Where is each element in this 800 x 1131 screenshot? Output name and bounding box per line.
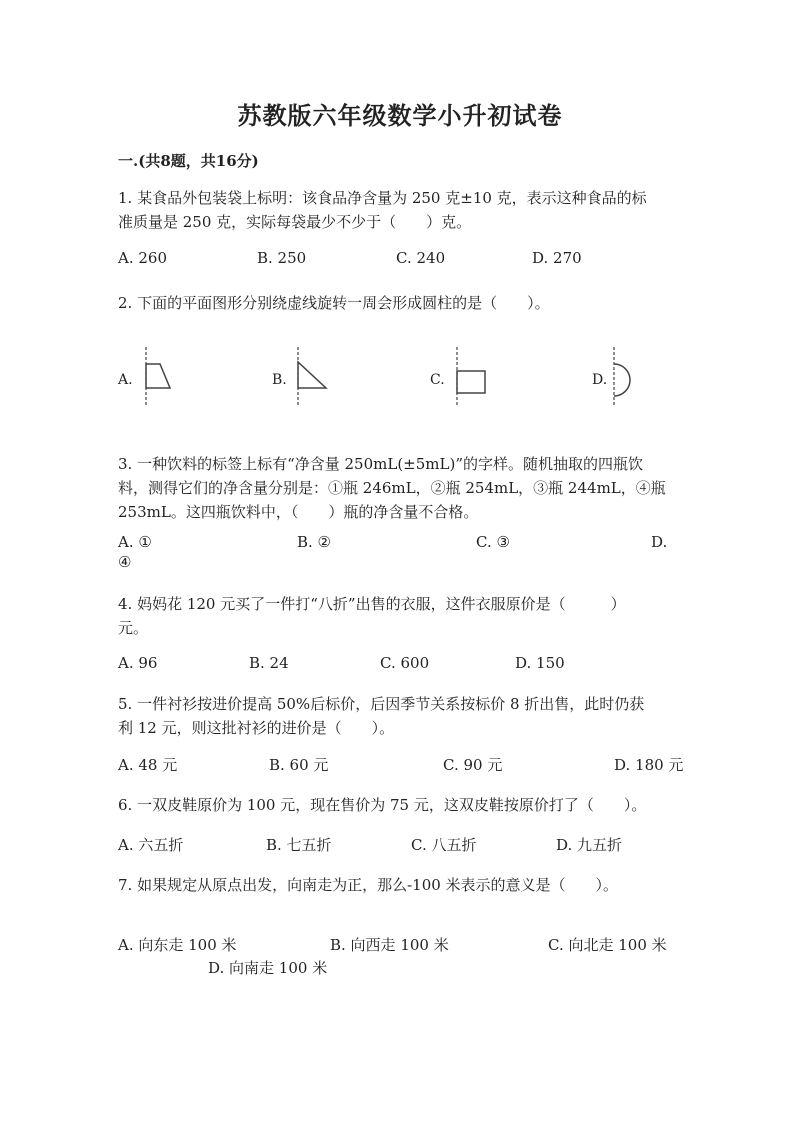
question-1-option-b: B. 250 [257, 249, 307, 267]
figure-c-label: C. [430, 372, 445, 388]
question-1-option-a: A. 260 [118, 249, 167, 267]
question-4-option-a: A. 96 [118, 654, 158, 672]
question-7-option-a: A. 向东走 100 米 [118, 936, 237, 954]
question-4-option-d: D. 150 [515, 654, 565, 672]
figure-a [118, 344, 178, 410]
question-7-option-b: B. 向西走 100 米 [330, 936, 449, 954]
question-6-option-b: B. 七五折 [266, 836, 332, 854]
figure-c [430, 344, 490, 410]
question-6-option-d: D. 九五折 [556, 836, 623, 854]
question-7-line-1: 7. 如果规定从原点出发，向南走为正，那么-100 米表示的意义是（ ）。 [118, 876, 619, 894]
page-title: 苏教版六年级数学小升初试卷 [237, 101, 563, 130]
trapezoid-figure [118, 344, 178, 410]
question-4-line-2: 元。 [118, 619, 149, 637]
figure-b-label: B. [272, 372, 287, 388]
question-3-option-d-wrap: ④ [118, 553, 132, 571]
question-5-option-a: A. 48 元 [118, 756, 178, 774]
question-1-line-2: 准质量是 250 克，实际每袋最少不少于（ ）克。 [118, 213, 472, 231]
question-1-option-d: D. 270 [532, 249, 582, 267]
question-5-option-d: D. 180 元 [614, 756, 684, 774]
question-6-option-a: A. 六五折 [118, 836, 184, 854]
question-6-option-c: C. 八五折 [411, 836, 477, 854]
question-1-option-c: C. 240 [396, 249, 446, 267]
question-3-line-1: 3. 一种饮料的标签上标有“净含量 250mL(±5mL)”的字样。随机抽取的四瓶饮 [118, 455, 644, 473]
question-5-option-c: C. 90 元 [443, 756, 503, 774]
question-3-option-a: A. ① [118, 533, 152, 551]
rectangle-figure [430, 344, 490, 410]
question-3-option-b: B. ② [297, 533, 332, 551]
figure-a-label: A. [118, 372, 133, 388]
question-5-line-1: 5. 一件衬衫按进价提高 50%后标价，后因季节关系按标价 8 折出售，此时仍获 [118, 695, 645, 713]
question-1-line-1: 1. 某食品外包装袋上标明：该食品净含量为 250 克±10 克，表示这种食品的标 [118, 189, 647, 207]
question-4-option-c: C. 600 [380, 654, 430, 672]
question-4-option-b: B. 24 [249, 654, 289, 672]
question-3-line-3: 253mL。这四瓶饮料中，（ ）瓶的净含量不合格。 [118, 503, 479, 521]
question-3-option-d: D. [651, 533, 668, 551]
question-2-line-1: 2. 下面的平面图形分别绕虚线旋转一周会形成圆柱的是（ ）。 [118, 294, 550, 312]
question-3-line-2: 料，测得它们的净含量分别是：①瓶 246mL，②瓶 254mL，③瓶 244mL，④瓶 [118, 479, 666, 497]
question-7-option-d: D. 向南走 100 米 [208, 959, 328, 977]
figure-d [592, 344, 652, 410]
question-7-option-c: C. 向北走 100 米 [548, 936, 667, 954]
figure-d-label: D. [592, 372, 608, 388]
triangle-figure [272, 344, 332, 410]
question-5-option-b: B. 60 元 [269, 756, 329, 774]
question-3-option-c: C. ③ [476, 533, 510, 551]
section-heading: 一.(共8题，共16分) [118, 152, 259, 170]
question-5-line-2: 利 12 元，则这批衬衫的进价是（ ）。 [118, 719, 395, 737]
semicircle-figure [592, 344, 652, 410]
question-4-line-1: 4. 妈妈花 120 元买了一件打“八折”出售的衣服，这件衣服原价是（ ） [118, 595, 626, 613]
question-6-line-1: 6. 一双皮鞋原价为 100 元，现在售价为 75 元，这双皮鞋按原价打了（ ）。 [118, 796, 647, 814]
figure-b [272, 344, 332, 410]
